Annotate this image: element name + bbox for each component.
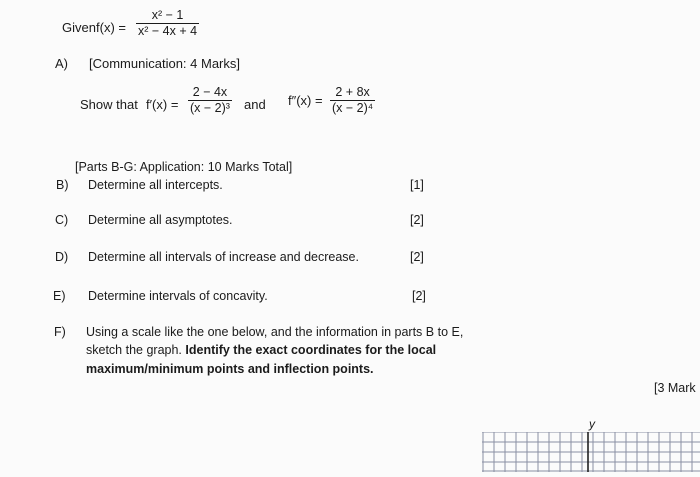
part-b-text: Determine all intercepts. (88, 178, 223, 192)
f-prime-name: f′(x) = (146, 97, 179, 112)
part-f-line2-bold: Identify the exact coordinates for the local (185, 343, 437, 357)
show-that-label: Show that (80, 97, 138, 112)
part-f-line1: Using a scale like the one below, and the information in parts B to E, (86, 325, 464, 339)
given-function-name: f(x) = (96, 20, 126, 35)
part-e-letter: E) (53, 289, 66, 303)
part-e-marks: [2] (412, 289, 426, 303)
part-d-letter: D) (55, 250, 69, 264)
part-a-heading: [Communication: 4 Marks] (89, 56, 240, 71)
f-double-prime-denominator: (x − 2)⁴ (332, 101, 374, 115)
given-denominator: x² − 4x + 4 (138, 24, 198, 38)
part-c-marks: [2] (410, 213, 424, 227)
f-double-prime-fraction (330, 85, 375, 116)
part-f-letter: F) (54, 325, 66, 339)
part-f-line3-bold: maximum/minimum points and inflection points. (86, 362, 374, 376)
part-f-line2 (86, 343, 436, 357)
f-prime-fraction (188, 85, 232, 116)
given-numerator: x² − 1 (136, 8, 199, 24)
part-e-text: Determine intervals of concavity. (88, 289, 268, 303)
part-f-marks: [3 Mark (654, 381, 696, 395)
f-double-prime-numerator: 2 + 8x (330, 85, 375, 101)
given-fraction (136, 8, 199, 39)
part-b-letter: B) (56, 178, 69, 192)
grid-lines (482, 432, 700, 472)
part-b-marks: [1] (410, 178, 424, 192)
f-prime-numerator: 2 − 4x (188, 85, 232, 101)
graph-grid-svg (482, 432, 700, 472)
part-d-text: Determine all intervals of increase and decrease. (88, 250, 359, 264)
part-d-marks: [2] (410, 250, 424, 264)
y-axis-label: y (589, 417, 595, 431)
part-a-letter: A) (55, 56, 68, 71)
part-c-text: Determine all asymptotes. (88, 213, 233, 227)
given-label: Given (62, 20, 96, 35)
f-double-prime-name: f″(x) = (288, 93, 323, 108)
parts-header: [Parts B-G: Application: 10 Marks Total] (75, 160, 293, 174)
and-label: and (244, 97, 266, 112)
part-c-letter: C) (55, 213, 69, 227)
f-prime-denominator: (x − 2)³ (190, 101, 230, 115)
graph-grid (482, 432, 700, 472)
part-f-line2-plain: sketch the graph. (86, 343, 182, 357)
